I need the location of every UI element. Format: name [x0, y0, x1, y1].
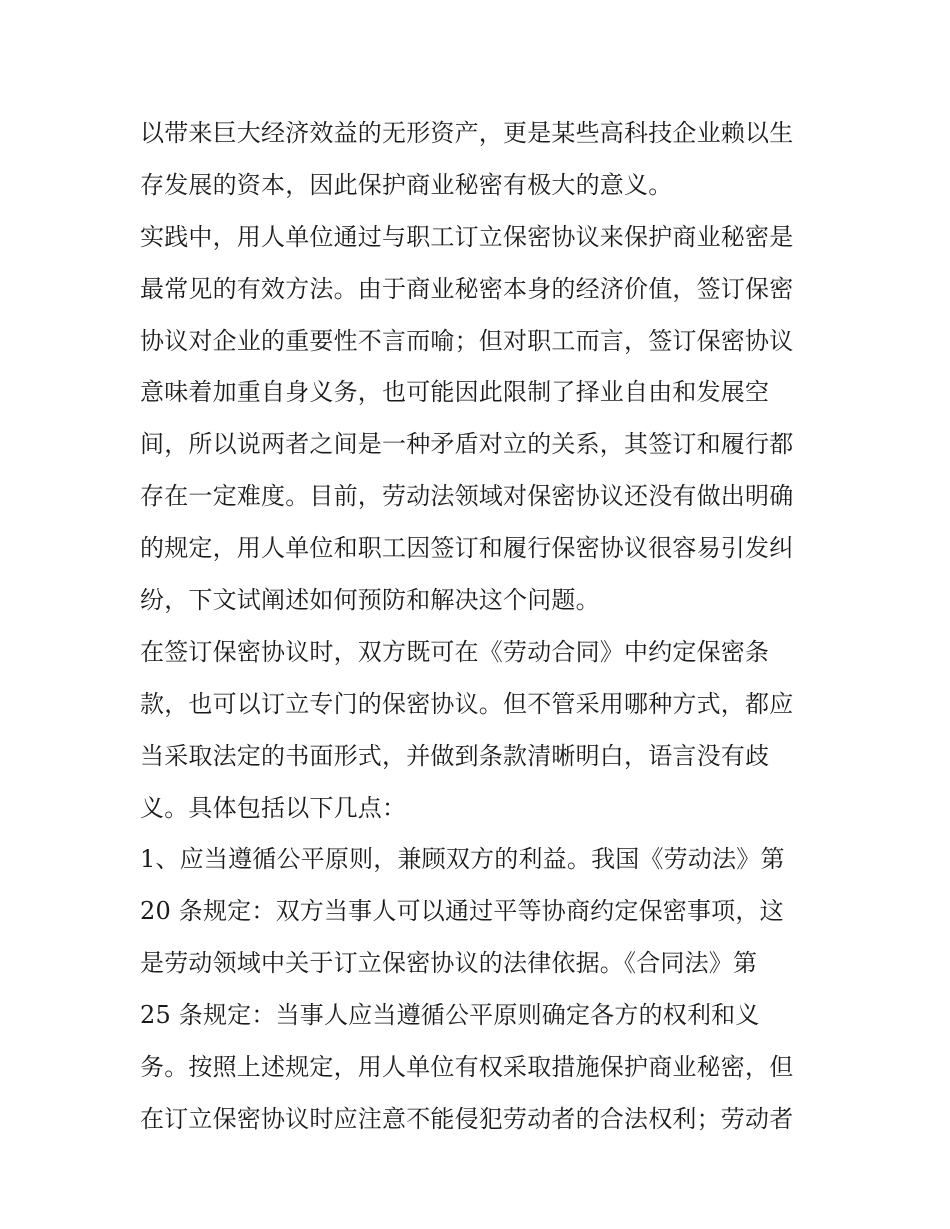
text-line: 间，所以说两者之间是一种矛盾对立的关系，其签订和履行都 — [140, 430, 794, 459]
text-line: 最常见的有效方法。由于商业秘密本身的经济价值，签订保密 — [140, 274, 794, 303]
text-line: 款，也可以订立专门的保密协议。但不管采用哪种方式，都应 — [140, 689, 794, 718]
text-line: 20 条规定：双方当事人可以通过平等协商约定保密事项，这 — [140, 897, 784, 926]
body-text — [140, 108, 820, 1146]
text-line: 在订立保密协议时应注意不能侵犯劳动者的合法权利；劳动者 — [140, 1104, 794, 1133]
text-line: 以带来巨大经济效益的无形资产，更是某些高科技企业赖以生 — [140, 119, 794, 147]
text-line: 存在一定难度。目前，劳动法领域对保密协议还没有做出明确 — [140, 482, 794, 511]
text-line: 当采取法定的书面形式，并做到条款清晰明白，语言没有歧 — [140, 741, 770, 770]
text-line: 务。按照上述规定，用人单位有权采取措施保护商业秘密，但 — [140, 1053, 794, 1082]
text-line: 纷，下文试阐述如何预防和解决这个问题。 — [140, 586, 600, 615]
text-line: 义。具体包括以下几点： — [140, 793, 407, 822]
text-line: 意味着加重自身义务，也可能因此限制了择业自由和发展空 — [140, 378, 770, 407]
text-line: 的规定，用人单位和职工因签订和履行保密协议很容易引发纠 — [140, 534, 794, 563]
text-line: 在签订保密协议时，双方既可在《劳动合同》中约定保密条 — [140, 637, 770, 666]
text-line: 25 条规定：当事人应当遵循公平原则确定各方的权利和义 — [140, 1001, 760, 1030]
text-line: 1、应当遵循公平原则，兼顾双方的利益。我国《劳动法》第 — [140, 845, 785, 874]
text-line: 实践中，用人单位通过与职工订立保密协议来保护商业秘密是 — [140, 222, 794, 251]
text-line: 是劳动领域中关于订立保密协议的法律依据。《合同法》第 — [140, 949, 758, 978]
text-line: 存发展的资本，因此保护商业秘密有极大的意义。 — [140, 170, 673, 199]
text-line: 协议对企业的重要性不言而喻；但对职工而言，签订保密协议 — [140, 326, 794, 355]
